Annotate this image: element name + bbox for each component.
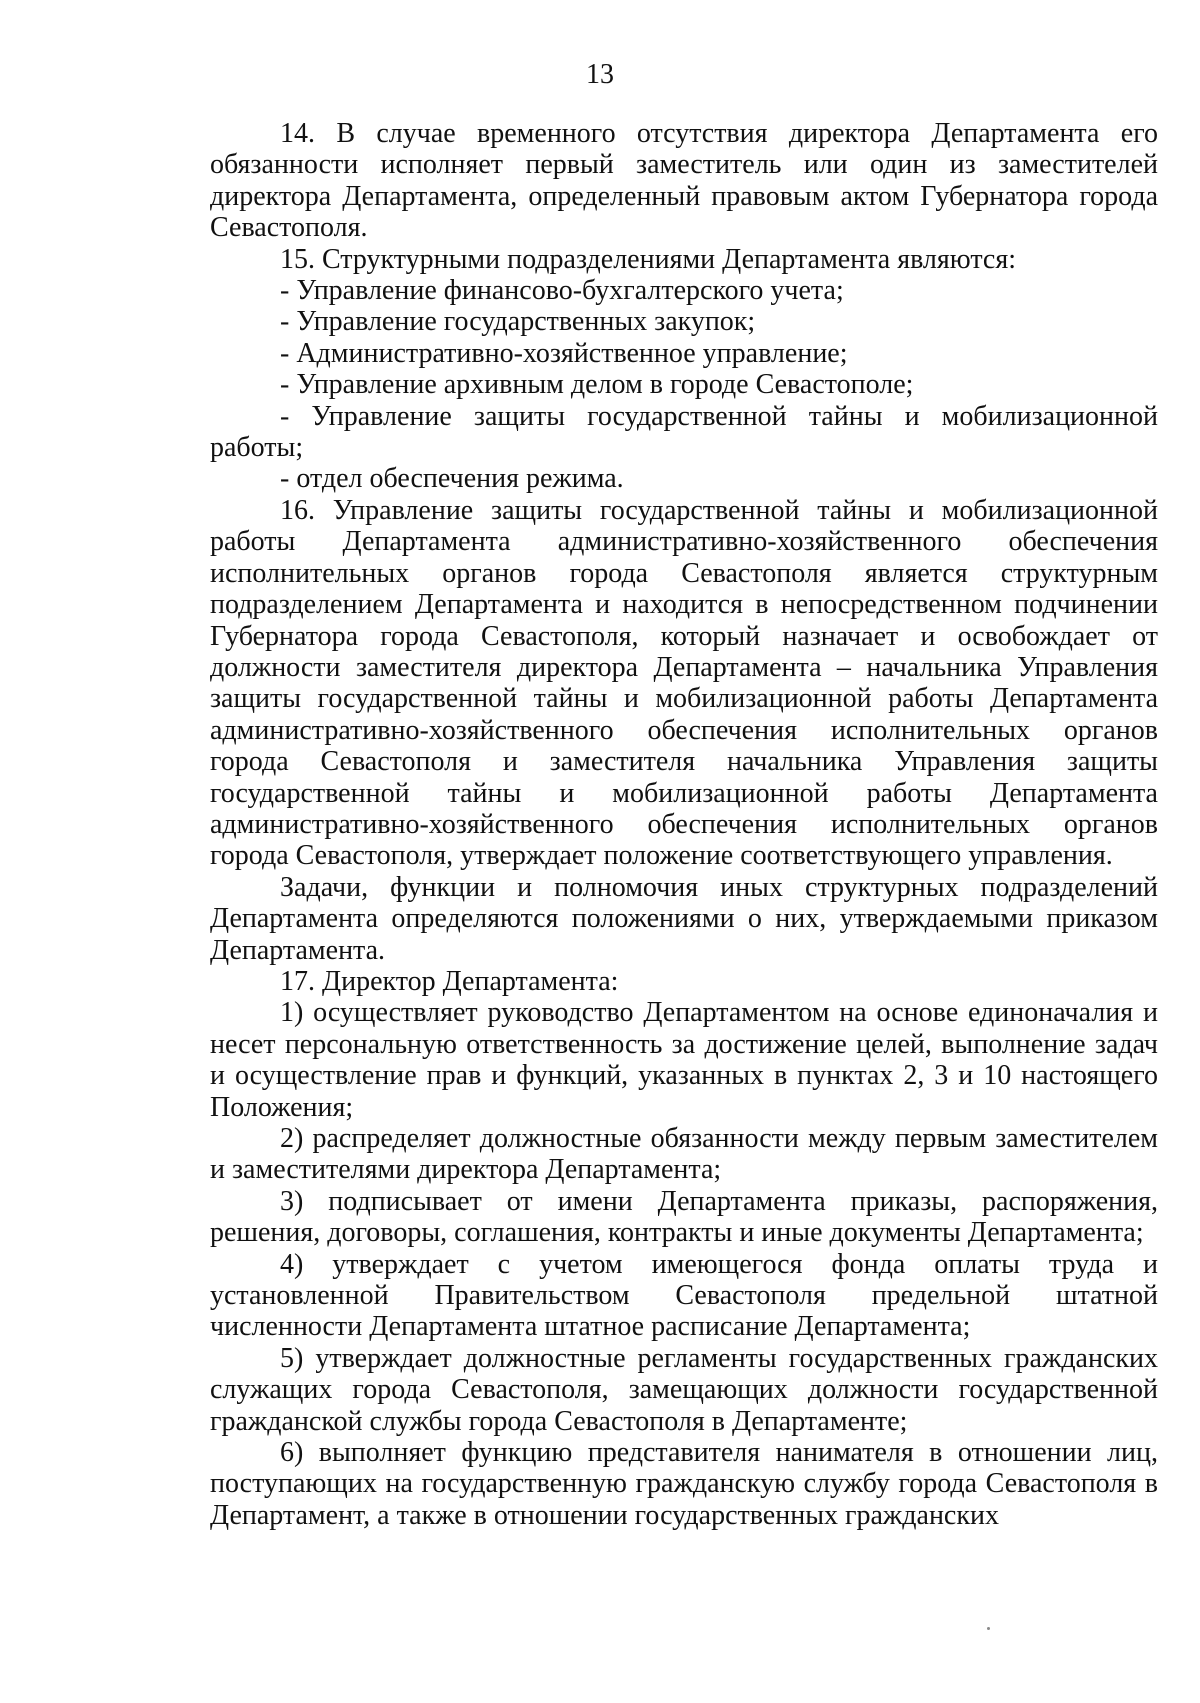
duty-5: 5) утверждает должностные регламенты государственных гражданских служащих города Севастополя, замещающих должности государственной гражданской службы города Севастополя в Департаменте; [210,1342,1158,1437]
duty-2: 2) распределяет должностные обязанности между первым заместителем и заместителями директора Департамента; [210,1123,1158,1186]
duty-3: 3) подписывает от имени Департамента приказы, распоряжения, решения, договоры, соглашения, контракты и иные документы Департамента; [210,1185,1158,1249]
paragraph-14: 14. В случае временного отсутствия директора Департамента его обязанности исполняет первый заместитель или один из заместителей директора Департамента, определенный правовым актом Губернатора города Севастополя. [210,118,1158,244]
list-item-admin: - Административно-хозяйственное управление; [280,337,848,369]
scan-speck [987,1627,990,1630]
paragraph-tasks: Задачи, функции и полномочия иных структурных подразделений Департамента определяются положениями о них, утверждаемыми приказом Департамента. [210,871,1158,966]
paragraph-15: 15. Структурными подразделениями Департамента являются: [280,243,1016,275]
list-item-secrecy: - Управление защиты государственной тайны и мобилизационной работы; [210,400,1158,464]
document-body [210,118,1158,1531]
duty-4: 4) утверждает с учетом имеющегося фонда оплаты труда и установленной Правительством Севастополя предельной штатной численности Департамента штатное расписание Департамента; [210,1248,1158,1343]
duty-6: 6) выполняет функцию представителя нанимателя в отношении лиц, поступающих на государственную гражданскую службу города Севастополя в Департамент, а также в отношении государственных гражданских [210,1437,1158,1531]
duty-1: 1) осуществляет руководство Департаментом на основе единоначалия и несет персональную ответственность за достижение целей, выполнение задач и осуществление прав и функций, указанных в пунктах 2, 3 и 10 настоящего Положения; [210,997,1158,1123]
list-item-regime: - отдел обеспечения режима. [280,463,624,495]
list-item-procurement: - Управление государственных закупок; [280,306,756,338]
list-item-archive: - Управление архивным делом в городе Севастополе; [280,369,914,401]
paragraph-16: 16. Управление защиты государственной тайны и мобилизационной работы Департамента административно-хозяйственного обеспечения исполнительных органов города Севастополя является структурным подразделением Департамента и находится в непосредственном подчинении Губернатора города Севастополя, который назначает и освобождает от должности заместителя директора Департамента – начальника Управления защиты государственной тайны и мобилизационной работы Департамента административно-хозяйственного обеспечения исполнительных органов города Севастополя и заместителя начальника Управления защиты государственной тайны и мобилизационной работы Департамента административно-хозяйственного обеспечения исполнительных органов города Севастополя, утверждает положение соответствующего управления. [210,494,1158,872]
list-item-finance: - Управление финансово-бухгалтерского учета; [280,275,844,307]
paragraph-17: 17. Директор Департамента: [280,965,619,997]
page-number: 13 [586,59,614,90]
